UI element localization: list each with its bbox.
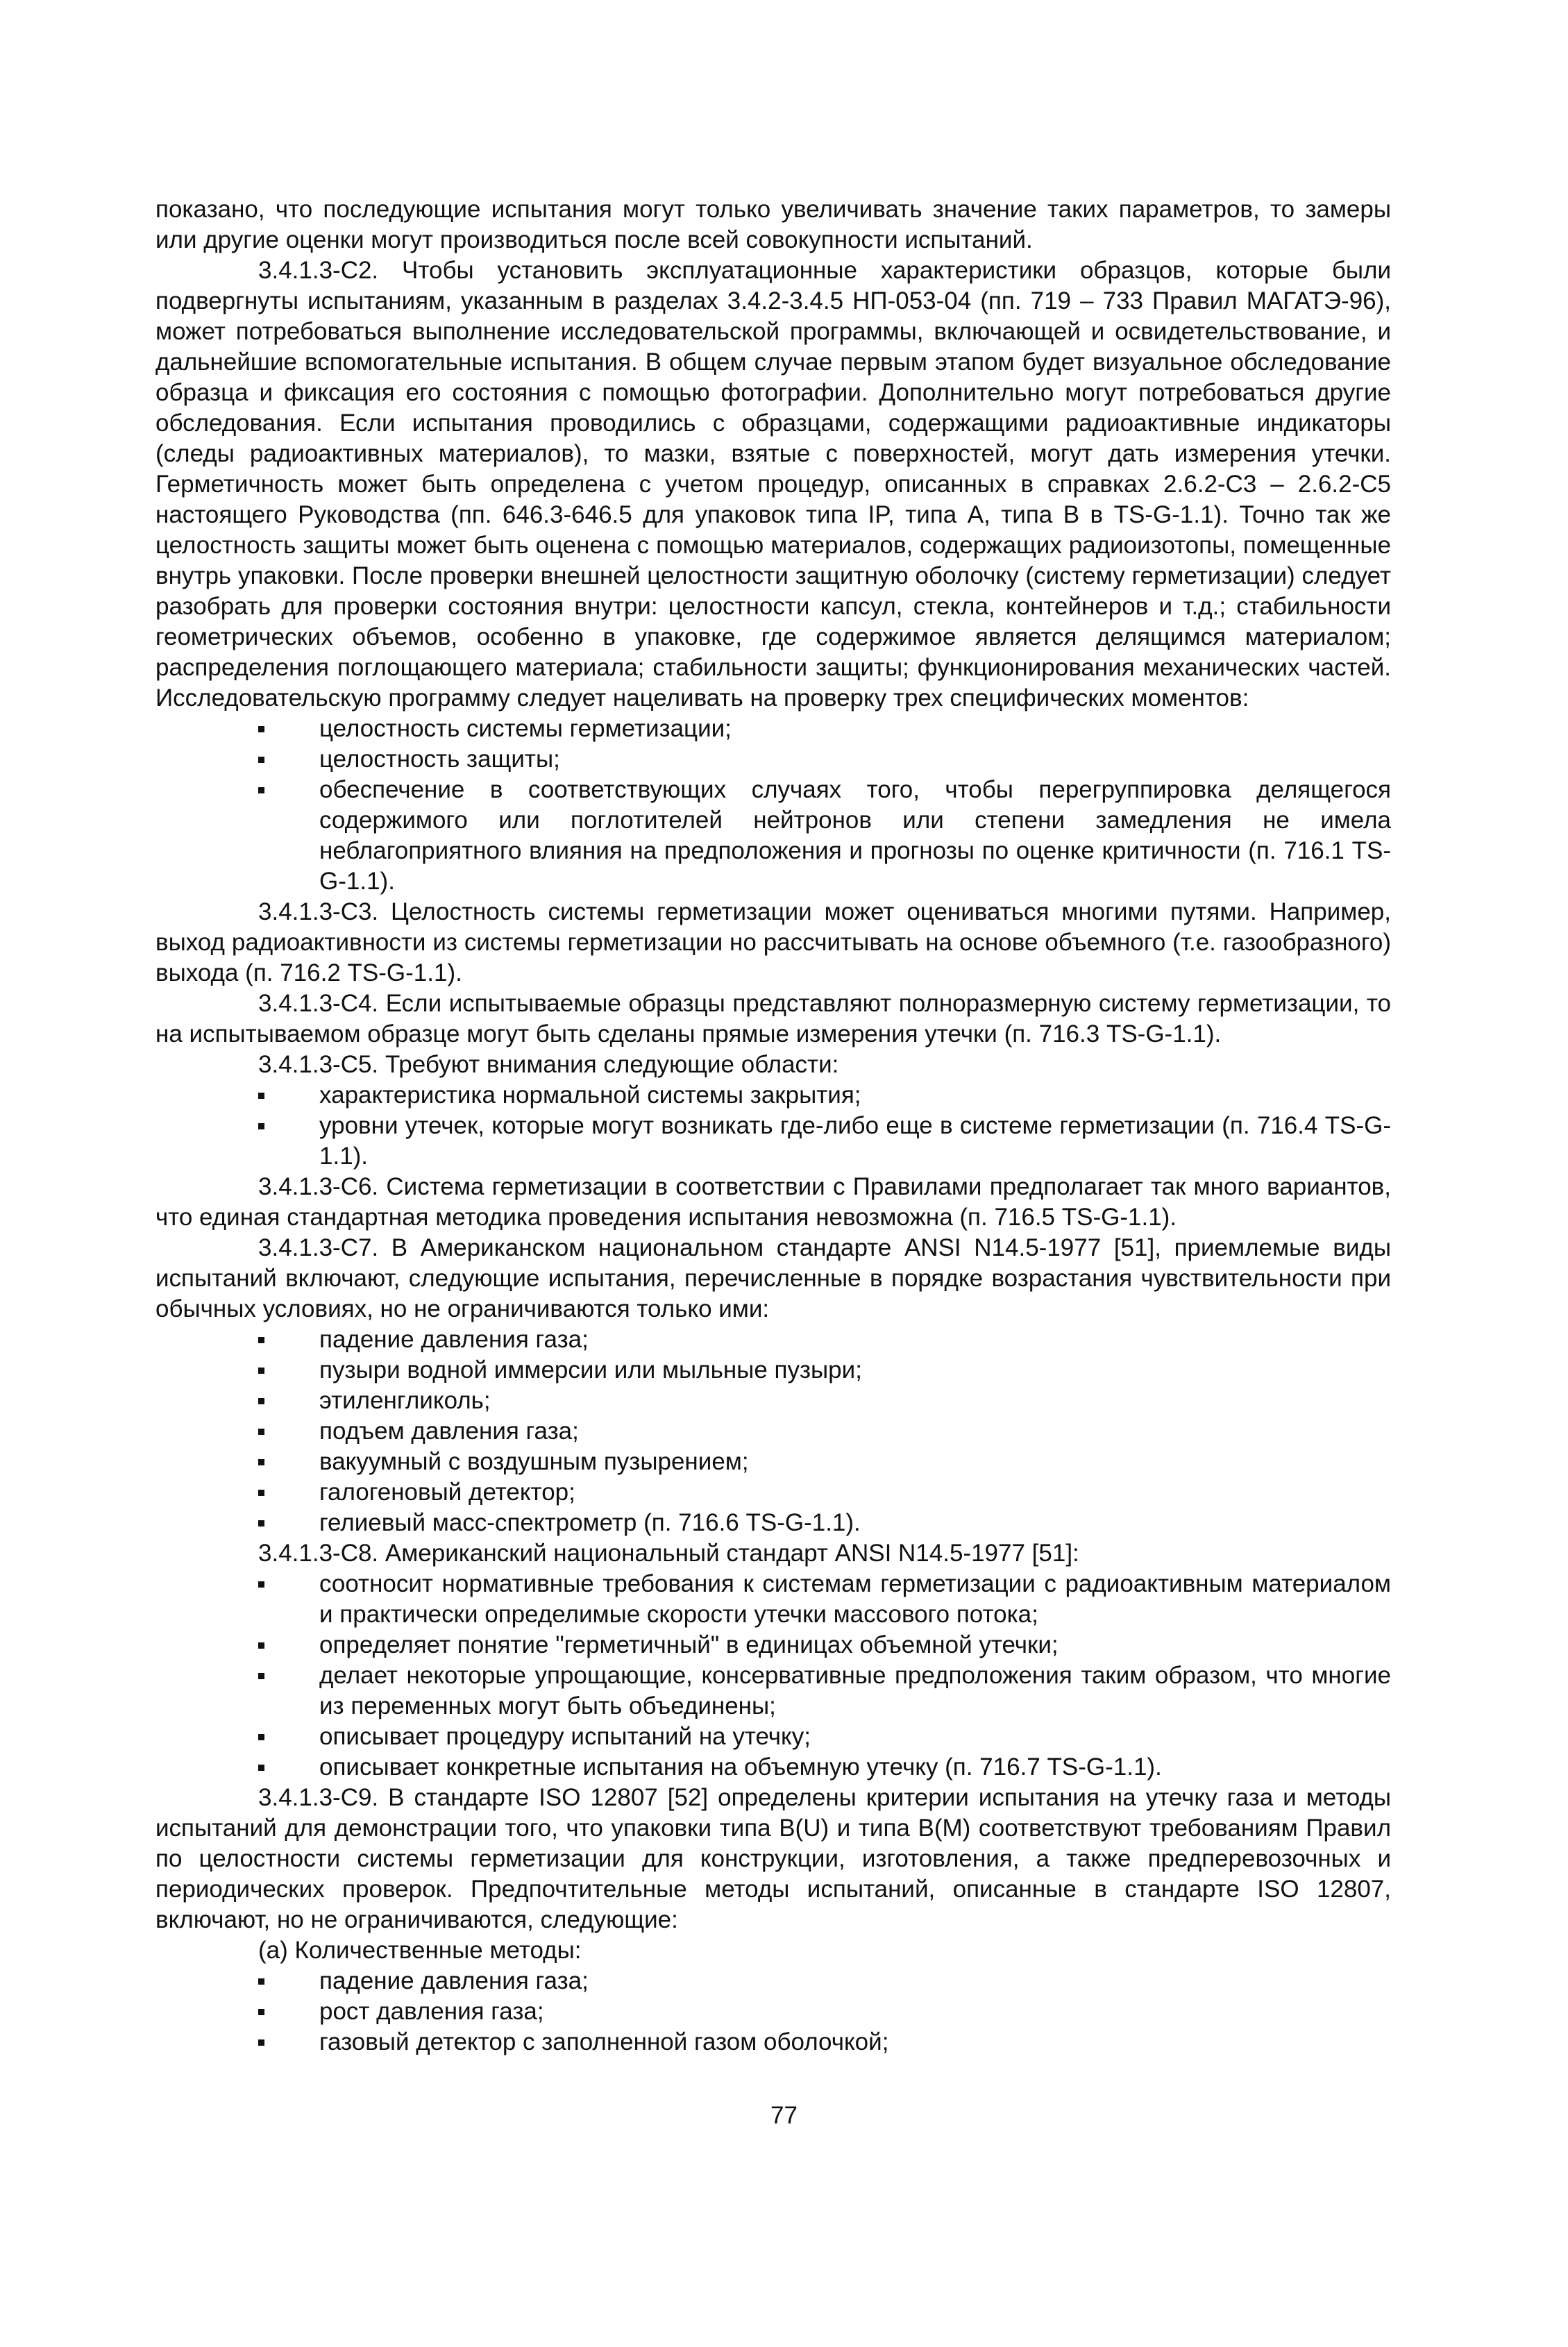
list-item: гелиевый масс-спектрометр (п. 716.6 TS-G-1.1). xyxy=(155,1508,1391,1538)
subheading-quantitative-methods: (а) Количественные методы: xyxy=(258,1937,582,1964)
list-item: характеристика нормальной системы закрытия; xyxy=(155,1080,1391,1111)
list-item: падение давления газа; xyxy=(155,1966,1391,1996)
document-page xyxy=(155,194,1391,2058)
paragraph-c3: 3.4.1.3-С3. Целостность системы герметизации может оцениваться многими путями. Например, выход радиоактивности из системы герметизации но рассчитывать на основе объемного (т.е. газообразного) выхода (п. 716.2 TS-G-1.1). xyxy=(155,898,1391,986)
list-item: делает некоторые упрощающие, консервативные предположения таким образом, что многие из переменных могут быть объединены; xyxy=(155,1660,1391,1722)
list-item: обеспечение в соответствующих случаях того, чтобы перегруппировка делящегося содержимого или поглотителей нейтронов или степени замедления не имела неблагоприятного влияния на предположения и прогнозы по оценке критичности (п. 716.1 TS-G-1.1). xyxy=(155,775,1391,897)
c2-bullet-list xyxy=(155,714,1391,897)
c8-bullet-list xyxy=(155,1569,1391,1783)
paragraph-c5: 3.4.1.3-С5. Требуют внимания следующие области: xyxy=(258,1051,839,1078)
list-item: газовый детектор с заполненной газом оболочкой; xyxy=(155,2027,1391,2058)
intro-paragraph: показано, что последующие испытания могут только увеличивать значение таких параметров, то замеры или другие оценки могут производиться после всей совокупности испытаний. xyxy=(155,196,1391,253)
list-item: этиленгликоль; xyxy=(155,1386,1391,1416)
list-item: целостность системы герметизации; xyxy=(155,714,1391,744)
paragraph-c8: 3.4.1.3-С8. Американский национальный стандарт ANSI N14.5-1977 [51]: xyxy=(258,1540,1079,1567)
c9-bullet-list xyxy=(155,1966,1391,2058)
list-item: определяет понятие "герметичный" в единицах объемной утечки; xyxy=(155,1630,1391,1660)
paragraph-c4: 3.4.1.3-С4. Если испытываемые образцы представляют полноразмерную систему герметизации, то на испытываемом образце могут быть сделаны прямые измерения утечки (п. 716.3 TS-G-1.1). xyxy=(155,990,1391,1048)
paragraph-c9: 3.4.1.3-С9. В стандарте ISO 12807 [52] определены критерии испытания на утечку газа и методы испытаний для демонстрации того, что упаковки типа B(U) и типа B(M) соответствуют требованиям Правил по целостности системы герметизации для конструкции, изготовления, а также предперевозочных и периодических проверок. Предпочтительные методы испытаний, описанные в стандарте ISO 12807, включают, но не ограничиваются, следующие: xyxy=(155,1784,1391,1933)
list-item: рост давления газа; xyxy=(155,1996,1391,2027)
list-item: уровни утечек, которые могут возникать где-либо еще в системе герметизации (п. 716.4 TS-G-1.1). xyxy=(155,1111,1391,1172)
list-item: пузыри водной иммерсии или мыльные пузыри; xyxy=(155,1355,1391,1386)
list-item: падение давления газа; xyxy=(155,1324,1391,1355)
c5-bullet-list xyxy=(155,1080,1391,1172)
list-item: вакуумный с воздушным пузырением; xyxy=(155,1447,1391,1477)
list-item: описывает процедуру испытаний на утечку; xyxy=(155,1722,1391,1752)
list-item: соотносит нормативные требования к системам герметизации с радиоактивным материалом и практически определимые скорости утечки массового потока; xyxy=(155,1569,1391,1630)
list-item: подъем давления газа; xyxy=(155,1416,1391,1447)
paragraph-c2: 3.4.1.3-С2. Чтобы установить эксплуатационные характеристики образцов, которые были подвергнуты испытаниям, указанным в разделах 3.4.2-3.4.5 НП-053-04 (пп. 719 – 733 Правил МАГАТЭ-96), может потребоваться выполнение исследовательской программы, включающей и освидетельствование, и дальнейшие вспомогательные испытания. В общем случае первым этапом будет визуальное обследование образца и фиксация его состояния с помощью фотографии. Дополнительно могут потребоваться другие обследования. Если испытания проводились с образцами, содержащими радиоактивные индикаторы (следы радиоактивных материалов), то мазки, взятые с поверхностей, могут дать измерения утечки. Герметичность может быть определена с учетом процедур, описанных в справках 2.6.2-С3 – 2.6.2-С5 настоящего Руководства (пп. 646.3-646.5 для упаковок типа IP, типа А, типа В в TS-G-1.1). Точно так же целостность защиты может быть оценена с помощью материалов, содержащих радиоизотопы, помещенные внутрь упаковки. После проверки внешней целостности защитную оболочку (систему герметизации) следует разобрать для проверки состояния внутри: целостности капсул, стекла, контейнеров и т.д.; стабильности геометрических объемов, особенно в упаковке, где содержимое является делящимся материалом; распределения поглощающего материала; стабильности защиты; функционирования механических частей. Исследовательскую программу следует нацеливать на проверку трех специфических моментов: xyxy=(155,257,1391,712)
list-item: целостность защиты; xyxy=(155,744,1391,775)
list-item: галогеновый детектор; xyxy=(155,1477,1391,1508)
paragraph-c7: 3.4.1.3-С7. В Американском национальном стандарте ANSI N14.5-1977 [51], приемлемые виды испытаний включают, следующие испытания, перечисленные в порядке возрастания чувствительности при обычных условиях, но не ограничиваются только ими: xyxy=(155,1234,1391,1322)
list-item: описывает конкретные испытания на объемную утечку (п. 716.7 TS-G-1.1). xyxy=(155,1752,1391,1783)
paragraph-c6: 3.4.1.3-С6. Система герметизации в соответствии с Правилами предполагает так много вариантов, что единая стандартная методика проведения испытания невозможна (п. 716.5 TS-G-1.1). xyxy=(155,1173,1391,1231)
c7-bullet-list xyxy=(155,1324,1391,1538)
page-number: 77 xyxy=(770,2102,798,2129)
